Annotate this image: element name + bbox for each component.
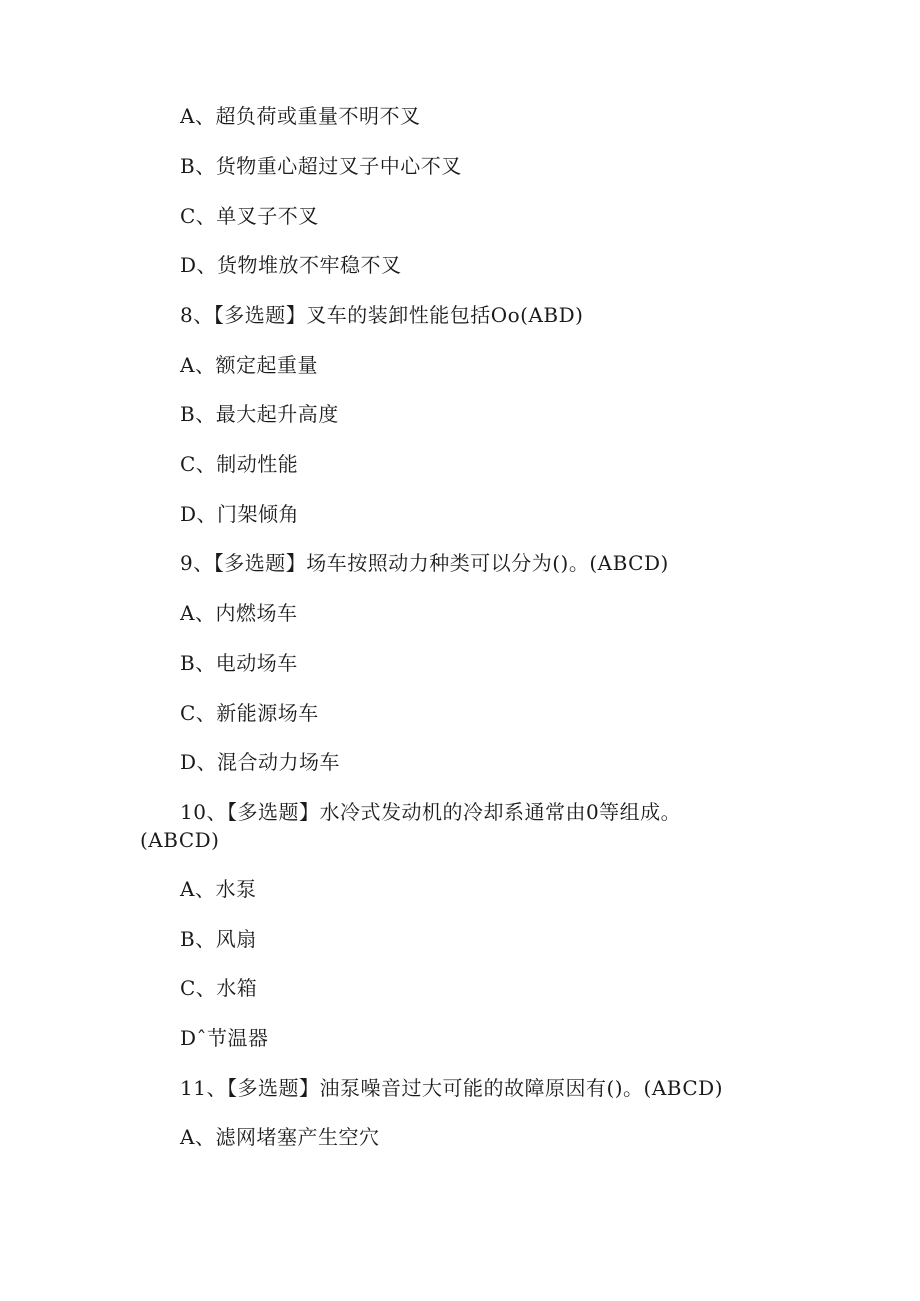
option-line: B、电动场车 <box>180 651 298 675</box>
option-line: Dˆ节温器 <box>180 1026 269 1050</box>
question-line: 10、【多选题】水冷式发动机的冷却系通常由0等组成。 <box>180 800 682 824</box>
option-line: A、内燃场车 <box>180 601 298 625</box>
question-line-continuation: (ABCD) <box>140 828 220 852</box>
option-line: D、货物堆放不牢稳不叉 <box>180 253 402 277</box>
option-line: A、额定起重量 <box>180 353 318 377</box>
option-line: A、水泵 <box>180 877 257 901</box>
option-line: C、单叉子不叉 <box>180 204 319 228</box>
option-line: A、滤网堵塞产生空穴 <box>180 1125 380 1149</box>
option-line: B、货物重心超过叉子中心不叉 <box>180 154 462 178</box>
option-line: D、混合动力场车 <box>180 750 341 774</box>
question-line: 11、【多选题】油泵噪音过大可能的故障原因有()。(ABCD) <box>180 1076 724 1100</box>
option-line: C、新能源场车 <box>180 701 319 725</box>
option-line: C、制动性能 <box>180 452 299 476</box>
option-line: B、风扇 <box>180 927 257 951</box>
option-line: D、门架倾角 <box>180 502 300 526</box>
option-line: C、水箱 <box>180 976 258 1000</box>
question-line: 9、【多选题】场车按照动力种类可以分为()。(ABCD) <box>180 551 669 575</box>
option-line: B、最大起升高度 <box>180 402 339 426</box>
question-line: 8、【多选题】叉车的装卸性能包括Oo(ABD) <box>180 303 584 327</box>
option-line: A、超负荷或重量不明不叉 <box>180 104 421 128</box>
